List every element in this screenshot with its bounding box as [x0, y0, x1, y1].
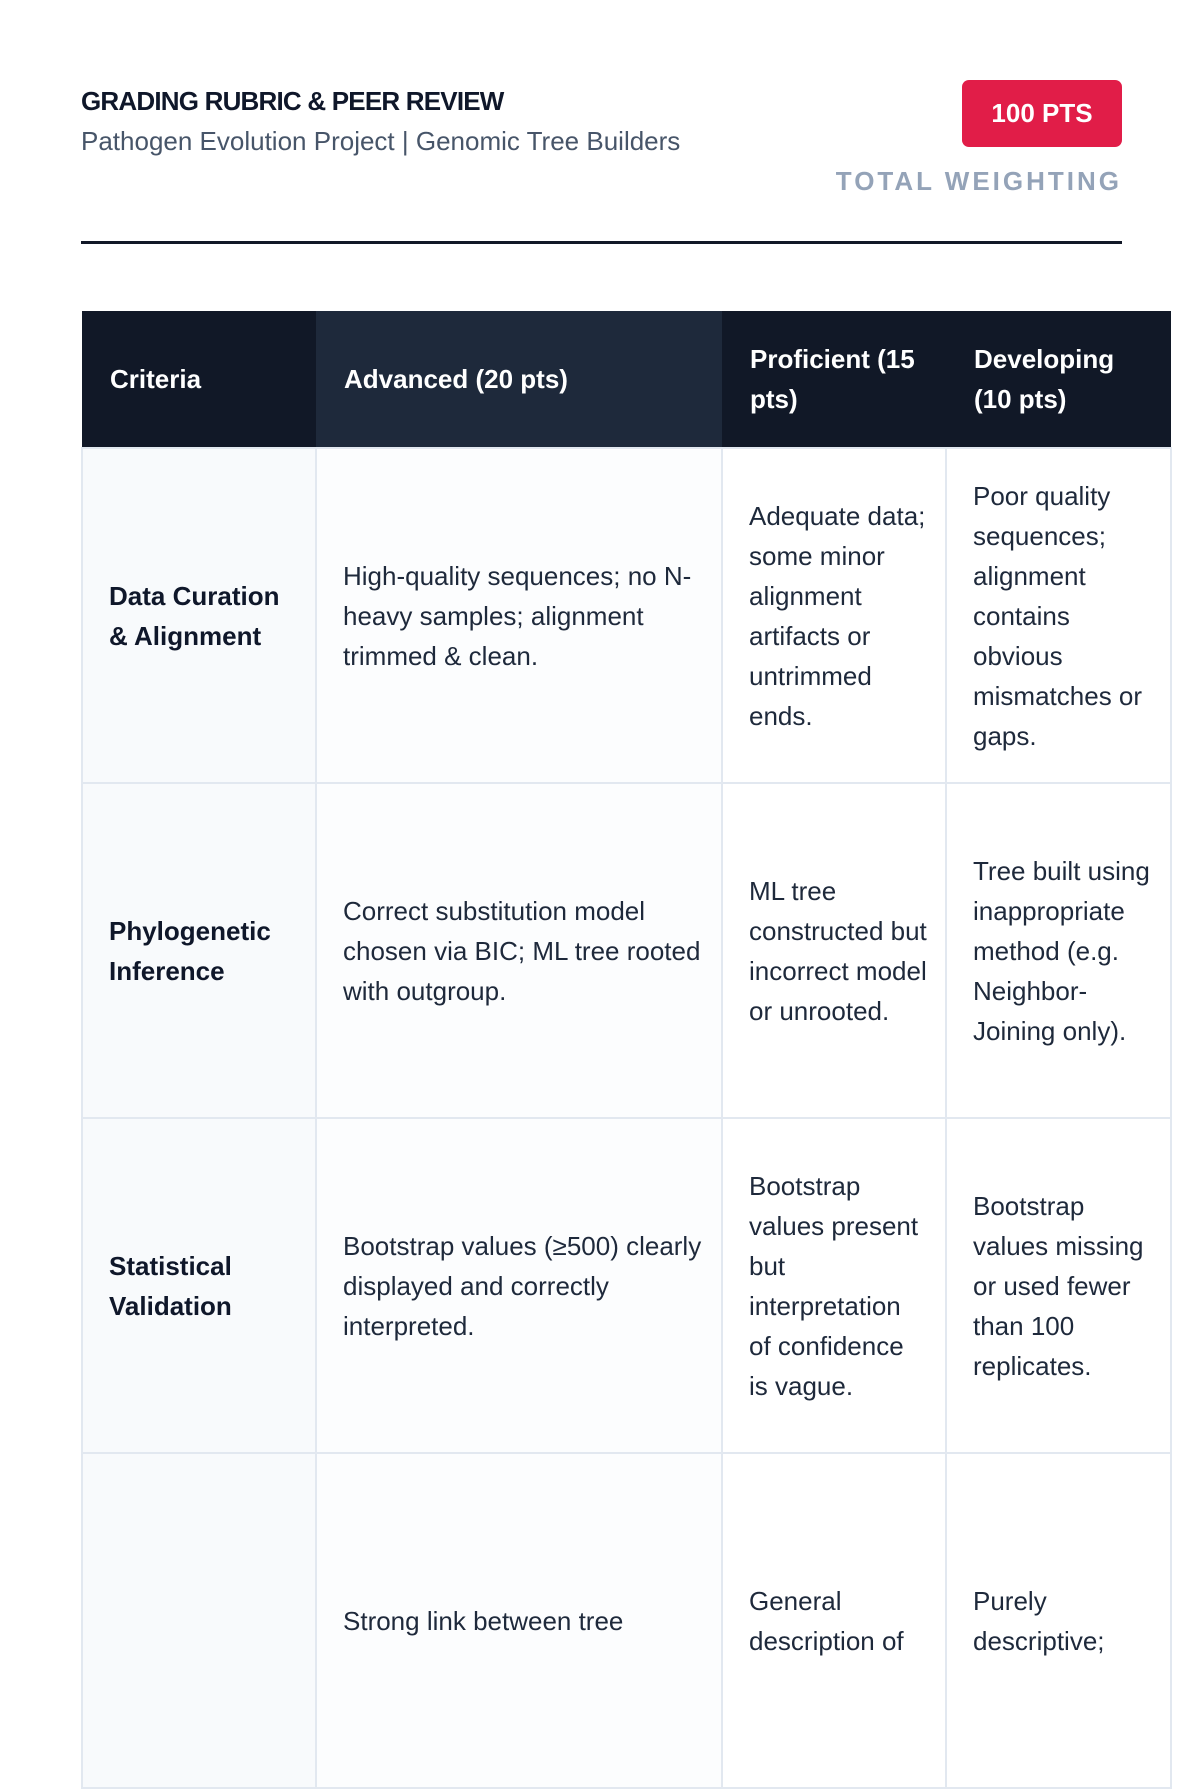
column-header-proficient: Proficient (15 pts): [722, 311, 946, 448]
table-row: [82, 1118, 1171, 1453]
column-header-criteria: Criteria: [82, 311, 316, 448]
advanced-cell: Strong link between tree: [316, 1453, 722, 1788]
advanced-cell: Correct substitution model chosen via BIC; ML tree rooted with outgroup.: [316, 783, 722, 1118]
proficient-cell: Adequate data; some minor alignment artifacts or untrimmed ends.: [722, 448, 946, 783]
developing-cell: Purely descriptive;: [946, 1453, 1171, 1788]
proficient-cell: Bootstrap values present but interpretation of confidence is vague.: [722, 1118, 946, 1453]
points-badge: 100 PTS: [962, 80, 1122, 147]
rubric-table: [81, 311, 1172, 1789]
table-row: [82, 1453, 1171, 1788]
developing-cell: Poor quality sequences; alignment contains obvious mismatches or gaps.: [946, 448, 1171, 783]
table-header-row: [82, 311, 1171, 448]
total-weighting-label: TOTAL WEIGHTING: [835, 166, 1122, 196]
criteria-cell: Statistical Validation: [82, 1118, 316, 1453]
advanced-cell: High-quality sequences; no N-heavy samples; alignment trimmed & clean.: [316, 448, 722, 783]
developing-cell: Tree built using inappropriate method (e.g. Neighbor-Joining only).: [946, 783, 1171, 1118]
proficient-cell: ML tree constructed but incorrect model or unrooted.: [722, 783, 946, 1118]
column-header-developing: Developing (10 pts): [946, 311, 1171, 448]
project-subtitle: Pathogen Evolution Project | Genomic Tree Builders: [81, 126, 681, 156]
rubric-header: [81, 80, 1122, 244]
criteria-cell: Data Curation & Alignment: [82, 448, 316, 783]
page-title: GRADING RUBRIC & PEER REVIEW: [81, 86, 504, 116]
advanced-cell: Bootstrap values (≥500) clearly displayed and correctly interpreted.: [316, 1118, 722, 1453]
table-row: [82, 448, 1171, 783]
column-header-advanced: Advanced (20 pts): [316, 311, 722, 448]
developing-cell: Bootstrap values missing or used fewer than 100 replicates.: [946, 1118, 1171, 1453]
criteria-cell: [82, 1453, 316, 1788]
criteria-cell: Phylogenetic Inference: [82, 783, 316, 1118]
proficient-cell: General description of: [722, 1453, 946, 1788]
table-row: [82, 783, 1171, 1118]
